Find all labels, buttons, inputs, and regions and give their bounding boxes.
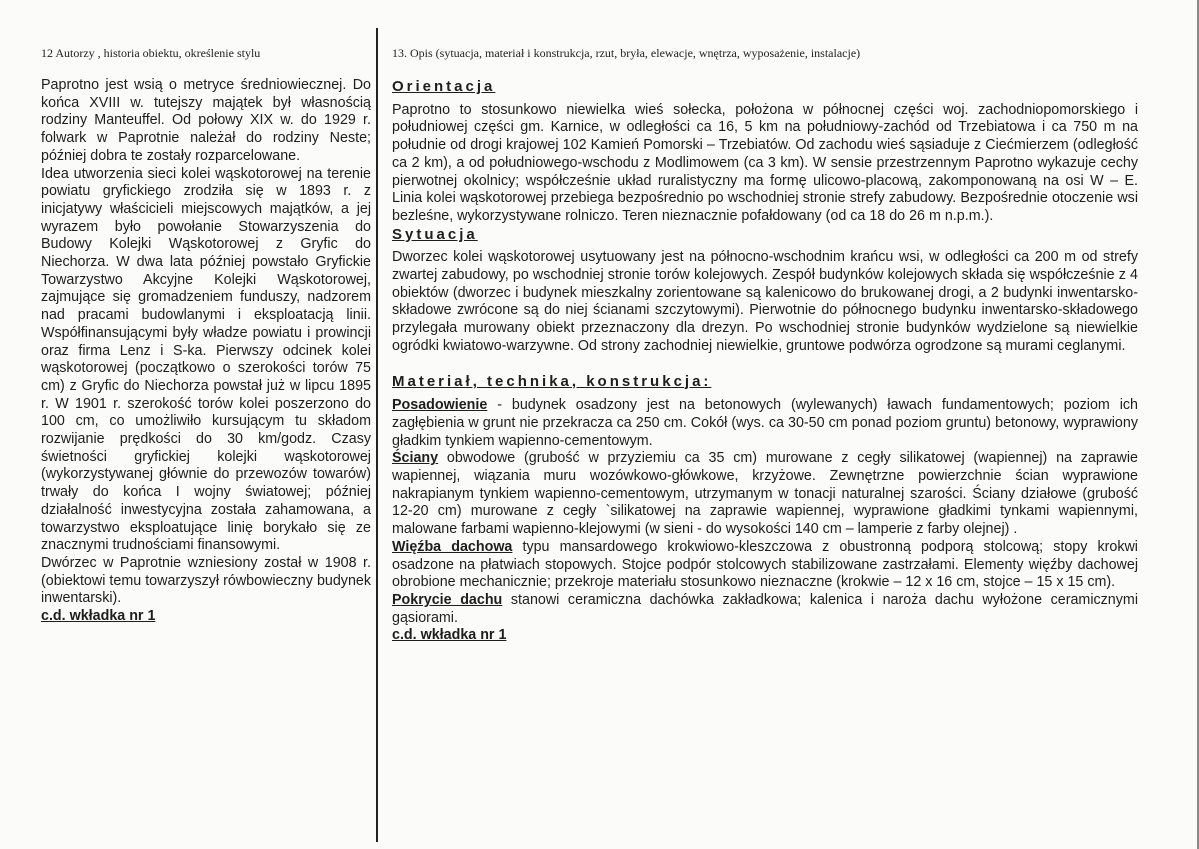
sytuacja-text: Dworzec kolei wąskotorowej usytuowany jest na północno-wschodnim krańcu wsi, w odległości ca 200 m od strefy zwartej zabudowy, po wschodniej stronie torów kolejowych. Zespół budynków kolejowych składa się współcześnie z 4 obiektów (dworzec i budynek mieszkalny zorientowane są kalenicowo do brukowanej drogi, a 2 budynki inwentarsko-składowe zwrócone są do niej ścianami szczytowymi). Pierwotnie do północnego budynku inwentarsko-składowego przylegała murowany obiekt przeznaczony dla drezyn. Po wschodniej stronie budynków wydzielone są niewielkie ogródki kwiatowo-warzywne. Od strony zachodniej niewielkie, gruntowe podwórza ogrodzone są murami ceglanymi. <box>392 249 1138 354</box>
item-label: Pokrycie dachu <box>392 591 503 608</box>
left-continuation-note: c.d. wkładka nr 1 <box>41 608 156 625</box>
history-paragraph-2: Idea utworzenia sieci kolei wąskotorowej na terenie powiatu gryfickiego zrodziła się w 1893 r. z inicjatywy właścicieli miejscowych majątków, a jej wyrazem było powołanie Stowarzyszenia do Budowy Kolejki Wąskotorowej z Gryfic do Niechorza. W dwa lata później powstało Gryfickie Towarzystwo Akcyjne Kolejki Wąskotorowej, zajmujące się gromadzeniem funduszy, nadzorem nad pracami budowlanymi i eksploatacją linii. Współfinansującymi były władze powiatu i prowincji oraz firma Lenz i S-ka. Pierwszy odcinek kolei wąskotorowej (początkowo o szerokości torów 75 cm) z Gryfic do Niechorza powstał już w lipcu 1895 r. W 1901 r. szerokość torów kolei poszerzono do 100 cm, co umożliwiło kursującym tu składom rozwijanie prędkości do 30 km/godz. Czasy świetności gryfickiej kolejki wąskotorowej (wykorzystywanej głównie do przewozów towarów) trwały do końca I wojny światowej; później działalność inwestycyjna została zahamowana, a towarzystwo eksploatujące linię borykało się ze znacznymi trudnościami finansowymi. <box>41 165 371 554</box>
item-text: typu mansardowego krokwiowo-kleszczowa z obustronną podporą stolcową; stopy krokwi osadzone na płatwiach stopowych. Stojce podpór stolcowych stabilizowane zastrzałami. Elementy więźby dachowej obrobione mechanicznie; przekroje materiału stosunkowo nieznaczne (krokwie – 12 x 16 cm, stojce – 15 x 15 cm). <box>392 538 1138 591</box>
material-item-posadowienie <box>392 397 1138 450</box>
header-right: 13. Opis (sytuacja, materiał i konstrukcja, rzut, bryła, elewacje, wnętrza, wyposażenie, instalacje) <box>392 46 861 60</box>
orientacja-text: Paprotno to stosunkowo niewielka wieś sołecka, położona w północnej części woj. zachodniopomorskiego i południowej części gm. Karnice, w odległości ca 16, 5 km na południowy-zachód od Trzebiatowa i ca 750 m na południe od drogi krajowej 102 Kamień Pomorski – Trzebiatów. Od zachodu wieś sąsiaduje z Ciećmierzem (odległość ca 2 km), a od południowego-wschodu z Modlimowem (ca 3 km). W sensie przestrzennym Paprotno wykazuje cechy pierwotnej okolnicy; współcześnie układ ruralistyczny ma formę ulicowo-placową, zakomponowaną na osi W – E. Linia kolei wąskotorowej przebiega bezpośrednio po wschodniej stronie strefy zabudowy. Bezpośrednie otoczenie wsi bezleśne, wykorzystywane rolniczo. Teren nieznacznie pofałdowany (od ca 18 do 26 m n.p.m.). <box>392 101 1138 224</box>
column-divider <box>376 28 378 842</box>
history-paragraph-1: Paprotno jest wsią o metryce średniowiecznej. Do końca XVIII w. tutejszy majątek był własnością rodziny Manteuffel. Od połowy XIX w. do 1929 r. folwark w Paprotnie należał do rodziny Neste; później dobra te zostały rozparcelowane. <box>41 77 371 164</box>
item-text: obwodowe (grubość w przyziemiu ca 35 cm) murowane z cegły silikatowej (wapiennej) na zaprawie wapiennej, wiązania muru wozówkowo-główkowe, krzyżowe. Zewnętrzne powierzchnie ścian wyprawione nakrapianym tynkiem wapienno-cementowym, utrzymanym w tonacji naturalnej szarości. Ściany działowe (grubość 12-20 cm) murowane z cegły `silikatowej na zaprawie wapiennej, wyprawione gładkimi tynkami wapiennymi, malowane farbami wapienno-klejowymi (w sieni - do wysokości 140 cm – lamperie z farby olejnej) . <box>392 450 1138 538</box>
left-column <box>41 77 371 626</box>
right-continuation-note: c.d. wkładka nr 1 <box>392 627 507 644</box>
history-paragraph-3: Dwórzec w Paprotnie wzniesiony został w 1908 r. (obiektowi temu towarzyszył rówbowieczny budynek inwentarski). <box>41 554 371 607</box>
item-text: - budynek osadzony jest na betonowych (wylewanych) ławach fundamentowych; poziom ich zagłębienia w grunt nie przekracza ca 250 cm. Cokół (wys. ca 30-50 cm ponad poziom gruntu) betonowy, wyprawiony gładkim tynkiem wapienno-cementowym. <box>392 397 1138 449</box>
material-item-sciany <box>392 450 1138 539</box>
item-text: stanowi ceramiczna dachówka zakładkowa; kalenica i naroża dachu wyłożone ceramicznymi gąsiorami. <box>392 591 1138 626</box>
right-column <box>392 78 1138 645</box>
material-item-pokrycie <box>392 592 1138 627</box>
item-label: Posadowienie <box>392 397 488 414</box>
section-title-material: Materiał, technika, konstrukcja: <box>392 372 712 390</box>
item-label: Więźba dachowa <box>392 538 513 555</box>
material-item-wiezba <box>392 539 1138 592</box>
item-label: Ściany <box>392 450 439 467</box>
section-title-sytuacja: Sytuacja <box>392 225 478 243</box>
header-left: 12 Autorzy , historia obiektu, określenie stylu <box>41 46 261 60</box>
section-title-orientacja: Orientacja <box>392 78 496 95</box>
